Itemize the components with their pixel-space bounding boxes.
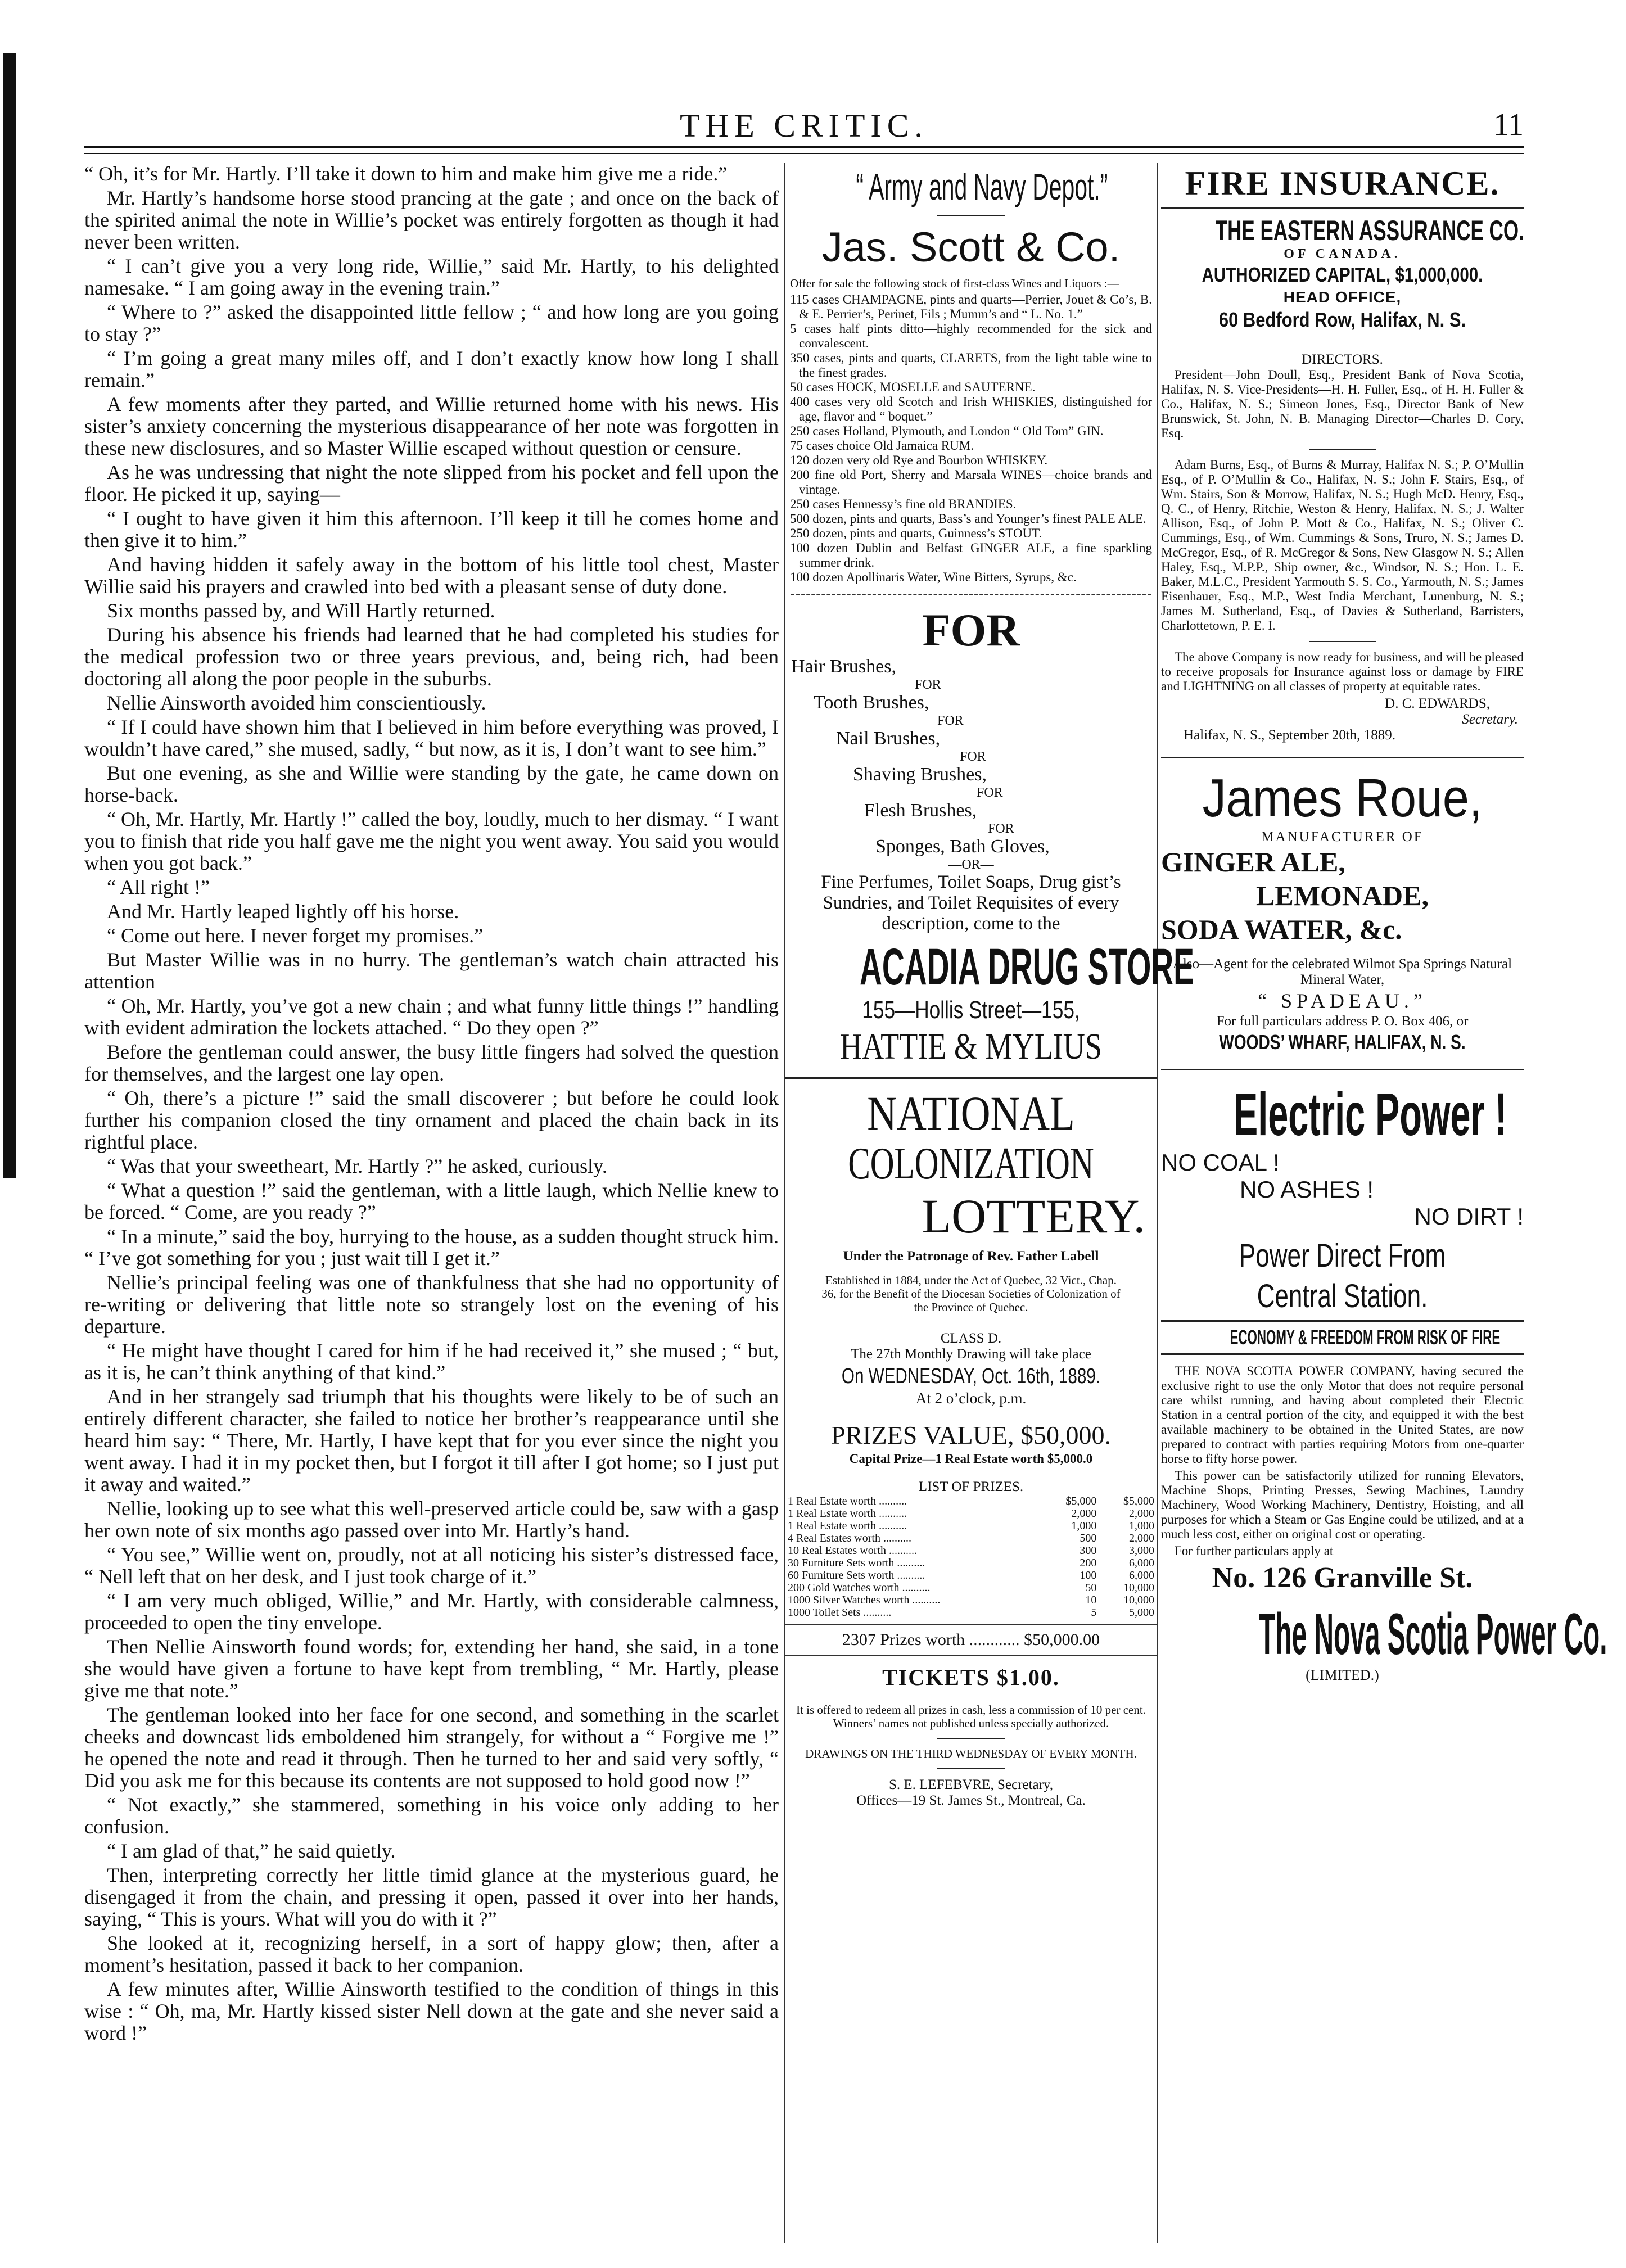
acadia-body: Fine Perfumes, Toilet Soaps, Drug gist’s Sundries, and Toilet Requisites of every description, come to the bbox=[821, 872, 1121, 934]
story-paragraph: “ He might have thought I cared for him if he had received it,” she mused ; “ but, as it is, he can’t think anything of that kind.” bbox=[84, 1339, 779, 1384]
prize-desc: 1 Real Estate worth .......... bbox=[788, 1495, 907, 1507]
story-paragraph: “ In a minute,” said the boy, hurrying to the house, as a sudden thought struck him. “ I’ve got something for you ; just wait till I get it.” bbox=[84, 1225, 779, 1269]
james-roue-ad bbox=[1161, 767, 1524, 1055]
prize-row bbox=[785, 1544, 1157, 1557]
army-navy-ad bbox=[785, 166, 1157, 585]
story-paragraph: “ Come out here. I never forget my promises.” bbox=[107, 924, 484, 947]
wine-list-item: 120 dozen very old Rye and Bourbon WHISKEY. bbox=[790, 453, 1048, 467]
prize-total: $5,000 bbox=[1123, 1495, 1154, 1507]
wine-list-item: 100 dozen Dublin and Belfast GINGER ALE, a fine sparkling summer drink. bbox=[790, 541, 1152, 570]
story-paragraph: “ Oh, it’s for Mr. Hartly. I’ll take it down to him and make him give me a ride.” bbox=[84, 162, 728, 185]
james-roue-name: James Roue, bbox=[1202, 768, 1483, 828]
story-paragraph: But Master Willie was in no hurry. The gentleman’s watch chain attracted his attention bbox=[84, 948, 779, 993]
acadia-drug-ad bbox=[785, 604, 1194, 1068]
jas-scott-name: Jas. Scott & Co. bbox=[821, 224, 1121, 270]
prize-desc: 1000 Toilet Sets .......... bbox=[788, 1606, 892, 1619]
story-column bbox=[84, 163, 779, 2243]
prize-each: 1,000 bbox=[1071, 1520, 1097, 1532]
lottery-established: Established in 1884, under the Act of Quebec, 32 Vict., Chap. 36, for the Benefit of the Diocesan Societies of Colonization of the Province of Quebec. bbox=[821, 1273, 1121, 1314]
story-paragraph: Nellie Ainsworth avoided him conscientiously. bbox=[107, 692, 486, 714]
story-paragraph: “ I ought to have given it him this afternoon. I’ll keep it till he comes home and then give it to him.” bbox=[84, 507, 779, 552]
story-paragraph: “ All right !” bbox=[107, 876, 210, 898]
wine-list-item: 350 cases, pints and quarts, CLARETS, from the light table wine to the finest grades. bbox=[790, 351, 1152, 379]
prize-row bbox=[785, 1532, 1157, 1544]
acadia-store-name: ACADIA DRUG STORE bbox=[860, 938, 1194, 996]
product-ginger-ale: GINGER ALE, bbox=[1161, 846, 1345, 878]
prize-each: 200 bbox=[1080, 1557, 1097, 1569]
story-paragraph: “ Oh, there’s a picture !” said the small discoverer ; but before he could look further his companion closed the tiny ornament and placed the chain back in its rightful place. bbox=[84, 1087, 779, 1153]
story-paragraph: During his absence his friends had learned that he had completed his studies for the medical profession two or three years previous, and, being rich, had been doctoring all along the poor people in the suburbs. bbox=[84, 624, 779, 690]
brush-item: Shaving Brushes, bbox=[853, 764, 987, 785]
wine-list bbox=[785, 292, 1157, 585]
head-office-label: HEAD OFFICE, bbox=[1283, 288, 1402, 306]
roue-particulars: For full particulars address P. O. Box 406, or bbox=[1216, 1014, 1469, 1029]
of-canada: OF CANADA. bbox=[1284, 247, 1401, 261]
woods-wharf: WOODS’ WHARF, HALIFAX, N. S. bbox=[1219, 1031, 1466, 1054]
electric-body: THE NOVA SCOTIA POWER COMPANY, having secured the exclusive right to use the only Motor that does not require personal care whilst running, and having about completed their Electric Station in a central portion of the city, and equipped it with the best available machinery to be obtained in the United States, are now prepared to contract with parties requiring Motors from one-quarter horse to fifty horse power. This power can be satisfactorily utilized for running Elevators, Machine Shops, Printing Presses, Sewing Machines, Laundry Machinery, Wood Working Machinery, Dentistry, Hoisting, and all purposes for which a Steam or Gas Engine could be utilized, and at a much less cost, either on original cost or operating. For further particulars apply at bbox=[1161, 1364, 1524, 1558]
wine-list-item: 75 cases choice Old Jamaica RUM. bbox=[790, 439, 974, 453]
prize-total: 1,000 bbox=[1129, 1520, 1154, 1532]
lottery-line1: NATIONAL bbox=[867, 1086, 1075, 1140]
story-paragraph: And having hidden it safely away in the bottom of his little tool chest, Master Willie said his prayers and crawled into bed with a pleasant sense of duty done. bbox=[84, 553, 779, 598]
no-dirt: NO DIRT ! bbox=[1414, 1203, 1524, 1230]
product-soda-water: SODA WATER, &c. bbox=[1161, 914, 1402, 945]
no-ashes: NO ASHES ! bbox=[1240, 1176, 1374, 1203]
prize-desc: 1 Real Estate worth .......... bbox=[788, 1520, 907, 1532]
wine-list-item: 250 cases Hennessy’s fine old BRANDIES. bbox=[790, 497, 1017, 511]
story-paragraph: As he was undressing that night the note slipped from his pocket and fell upon the floor. He picked it up, saying— bbox=[84, 461, 779, 505]
middle-ads-column bbox=[784, 163, 1194, 2243]
story-paragraph: Before the gentleman could answer, the busy little fingers had solved the question for themselves, and the largest one lay open. bbox=[84, 1041, 779, 1085]
fire-notice: The above Company is now ready for business, and will be pleased to receive proposals for Insurance against loss or damage by FIRE and LIGHTNING on all classes of property at equitable rates. bbox=[1161, 650, 1524, 693]
story-paragraph: The gentleman looked into her face for one second, and something in the scarlet cheeks and downcast lids emboldened him strangely, for without a “ Forgive me !” he opened the note and read it through. Then he turned to her and said very softly, “ Did you ask me for this because its contents are not supposed to hold good now !” bbox=[84, 1704, 779, 1792]
story-paragraph: “ If I could have shown him that I believed in him before everything was proved, I wouldn’t have cared,” she mused, sadly, “ but now, as it is, I don’t want to see him.” bbox=[84, 716, 779, 760]
wine-list-item: 400 cases very old Scotch and Irish WHISKIES, distinguished for age, flavor and “ boquet.” bbox=[790, 395, 1152, 423]
prizes-total: 2307 Prizes worth ............ $50,000.00 bbox=[842, 1630, 1100, 1649]
manufacturer-label: MANUFACTURER OF bbox=[1261, 829, 1424, 844]
story-paragraph: Nellie’s principal feeling was one of thankfulness that she had no opportunity of re-writing or delivering that little note so strangely lost on the evening of his departure. bbox=[84, 1271, 779, 1338]
limited-label: (LIMITED.) bbox=[1306, 1667, 1379, 1683]
lottery-drawing: The 27th Monthly Drawing will take place bbox=[851, 1347, 1091, 1362]
electric-power-title: Electric Power ! bbox=[1234, 1080, 1507, 1148]
granville-address: No. 126 Granville St. bbox=[1212, 1562, 1473, 1594]
story-paragraph: “ Oh, Mr. Hartly, Mr. Hartly !” called the boy, loudly, much to her dismay. “ I want you to finish that ride you half gave me the night you went away. You said you would when you got back.” bbox=[84, 808, 779, 874]
for-separator: FOR bbox=[977, 785, 1003, 800]
prize-each: 500 bbox=[1080, 1532, 1097, 1544]
story-paragraph: And in her strangely sad triumph that his thoughts were likely to be of such an entirely different character, she failed to notice her brother’s reappearance until she heard him say: “ There, Mr. Hartly, I have kept that for you ever since the night you went away. I had it in my pocket then, but I forgot it till after I got home; so I just put it away and waited.” bbox=[84, 1385, 779, 1496]
or-separator: —OR— bbox=[948, 857, 994, 872]
story-paragraph: Then Nellie Ainsworth found words; for, extending her hand, she said, in a tone she would have given a fortune to have kept from trembling, “ Mr. Hartly, please give me that note.” bbox=[84, 1636, 779, 1702]
prize-each: 10 bbox=[1085, 1594, 1097, 1606]
story-paragraph: Six months passed by, and Will Hartly returned. bbox=[107, 599, 495, 622]
further-particulars: For further particulars apply at bbox=[1175, 1544, 1334, 1558]
head-office-address: 60 Bedford Row, Halifax, N. S. bbox=[1218, 308, 1466, 331]
brush-item: Flesh Brushes, bbox=[864, 800, 977, 821]
lottery-ad bbox=[785, 1088, 1157, 1809]
spadeau-brand: “ SPADEAU.” bbox=[1258, 990, 1427, 1012]
acadia-owners: HATTIE & MYLIUS bbox=[839, 1026, 1102, 1067]
lottery-date: On WEDNESDAY, Oct. 16th, 1889. bbox=[841, 1365, 1101, 1388]
wine-intro: Offer for sale the following stock of first-class Wines and Liquors :— bbox=[790, 277, 1119, 290]
prize-total: 2,000 bbox=[1129, 1507, 1154, 1520]
lottery-patronage: Under the Patronage of Rev. Father Labell bbox=[843, 1249, 1099, 1264]
story-paragraph: A few moments after they parted, and Willie returned home with his news. His sister’s anxiety concerning the mysterious disappearance of her note was forgotten in these new disclosures, and so Master Willie escaped without question or censure. bbox=[84, 393, 779, 459]
fire-insurance-title: FIRE INSURANCE. bbox=[1185, 165, 1500, 202]
lottery-drawings-schedule: DRAWINGS ON THE THIRD WEDNESDAY OF EVERY MONTH. bbox=[805, 1747, 1137, 1760]
prize-row bbox=[785, 1582, 1157, 1594]
prize-total: 6,000 bbox=[1129, 1557, 1154, 1569]
wine-list-item: 5 cases half pints ditto—highly recommended for the sick and convalescent. bbox=[790, 322, 1152, 350]
prize-row bbox=[785, 1606, 1157, 1619]
story-paragraph: “ Oh, Mr. Hartly, you’ve got a new chain ; and what funny little things !” handling with evident admiration the lockets attached. “ Do they open ?” bbox=[84, 995, 779, 1039]
story-paragraph: “ I am very much obliged, Willie,” and Mr. Hartly, with considerable calmness, proceeded to open the tiny envelope. bbox=[84, 1589, 779, 1634]
nova-scotia-power-co: The Nova Scotia Power Co. bbox=[1259, 1602, 1607, 1667]
directors-text: Adam Burns, Esq., of Burns & Murray, Halifax N. S.; P. O’Mullin Esq., of P. O’Mullin & Co., Halifax, N. S.; John F. Stairs, Esq., of Wm. Stairs, Son & Morrow, Halifax, N. S.; Hugh McD. Henry, Esq., Q. C., of Henry, Ritchie, Weston & Henry, Halifax, N. S.; J. Walter Allison, Esq., of John P. Mott & Co., Halifax, N. S.; Oliver C. Cummings, Esq., of Wm. Cummings & Sons, Truro, N. S.; James D. McGregor, Esq., of R. McGregor & Sons, New Glasgow N. S.; Allen Haley, Esq., M.P.P., Ship owner, &c., Windsor, N. S.; Hon. L. E. Baker, M.L.C., President Yarmouth S. S. Co., Yarmouth, N. S.; James Eisenhauer, Esq., M.P., West India Merchant, Lunenburg, N. S.; James M. Sutherland, Esq., of Davies & Sutherland, Barristers, Charlottetown, P. E. I. bbox=[1161, 458, 1524, 632]
lottery-offices: Offices—19 St. James St., Montreal, Ca. bbox=[856, 1793, 1086, 1808]
lottery-time: At 2 o’clock, p.m. bbox=[915, 1390, 1027, 1407]
wine-list-item: 115 cases CHAMPAGNE, pints and quarts—Perrier, Jouet & Co’s, B. & E. Perrier’s, Perinet, Fils ; Mumm’s and “ L. No. 1.” bbox=[790, 292, 1152, 321]
prize-each: 5 bbox=[1091, 1606, 1097, 1619]
authorized-capital: AUTHORIZED CAPITAL, $1,000,000. bbox=[1202, 263, 1483, 286]
story-paragraph: “ I can’t give you a very long ride, Willie,” said Mr. Hartly, to his delighted namesake. “ I am going away in the evening train.” bbox=[84, 255, 779, 299]
prize-desc: 10 Real Estates worth .......... bbox=[788, 1544, 917, 1557]
for-separator: FOR bbox=[960, 749, 986, 764]
fire-dateline: Halifax, N. S., September 20th, 1889. bbox=[1184, 728, 1396, 743]
lottery-class: CLASS D. bbox=[940, 1331, 1002, 1346]
story-paragraph: Mr. Hartly’s handsome horse stood prancing at the gate ; and once on the back of the spirited animal the note in Willie’s pocket was entirely forgotten as though it had never been written. bbox=[84, 187, 779, 253]
prize-row bbox=[785, 1557, 1157, 1569]
header-rule bbox=[84, 146, 1524, 154]
prizes-value: PRIZES VALUE, $50,000. bbox=[831, 1421, 1111, 1449]
story-paragraph: “ You see,” Willie went on, proudly, not at all noticing his sister’s distressed face, “ Nell left that on her desk, and I just took charge of it.” bbox=[84, 1543, 779, 1588]
binding-edge bbox=[3, 53, 16, 1178]
story-paragraph: She looked at it, recognizing herself, in a sort of happy glow; then, after a moment’s hesitation, passed it back to her companion. bbox=[84, 1932, 779, 1976]
lottery-secretary: S. E. LEFEBVRE, Secretary, bbox=[888, 1777, 1054, 1792]
story-paragraph: “ I’m going a great many miles off, and I don’t exactly know how long I shall remain.” bbox=[84, 347, 779, 391]
wine-list-item: 200 fine old Port, Sherry and Marsala WINES—choice brands and vintage. bbox=[790, 468, 1152, 496]
prize-each: 50 bbox=[1085, 1582, 1097, 1594]
prize-desc: 200 Gold Watches worth .......... bbox=[788, 1582, 931, 1594]
directors-title: DIRECTORS. bbox=[1302, 352, 1383, 367]
prize-row bbox=[785, 1569, 1157, 1582]
page-number: 11 bbox=[1493, 107, 1524, 142]
prize-desc: 30 Furniture Sets worth .......... bbox=[788, 1557, 925, 1569]
prize-desc: 4 Real Estates worth .......... bbox=[788, 1532, 911, 1544]
capital-prize: Capital Prize—1 Real Estate worth $5,000.0 bbox=[849, 1452, 1093, 1466]
fire-insurance-ad bbox=[1161, 163, 1524, 743]
electric-power-ad bbox=[1161, 1079, 1607, 1683]
prize-row bbox=[785, 1520, 1157, 1532]
story-paragraph: Then, interpreting correctly her little timid glance at the mysterious guard, he disengaged it from the chain, and pressing it open, passed it over into her hands, saying, “ This is yours. What will you do with it ?” bbox=[84, 1864, 779, 1930]
prize-total: 10,000 bbox=[1123, 1582, 1154, 1594]
secretary-signature: D. C. EDWARDS, bbox=[1385, 696, 1490, 711]
roue-agent: Also—Agent for the celebrated Wilmot Spa Springs Natural Mineral Water, bbox=[1172, 956, 1512, 987]
lottery-note: It is offered to redeem all prizes in cash, less a commission of 10 per cent. Winners’ names not published unless specially authorized. bbox=[796, 1703, 1146, 1730]
wine-list-item: 250 cases Holland, Plymouth, and London “ Old Tom” GIN. bbox=[790, 424, 1104, 438]
acadia-address: 155—Hollis Street—155, bbox=[862, 996, 1080, 1024]
brush-list bbox=[785, 656, 1157, 857]
brush-item: Hair Brushes, bbox=[791, 656, 896, 677]
story-paragraph: “ Was that your sweetheart, Mr. Hartly ?” he asked, curiously. bbox=[107, 1155, 607, 1177]
story-paragraph: A few minutes after, Willie Ainsworth testified to the condition of things in this wise : “ Oh, ma, Mr. Hartly kissed sister Nell down at the gate and she never said a word !” bbox=[84, 1978, 779, 2044]
army-navy-title: “ Army and Navy Depot.” bbox=[856, 166, 1108, 207]
page-header bbox=[84, 107, 1524, 144]
brush-item: Nail Brushes, bbox=[836, 728, 941, 749]
prize-total: 5,000 bbox=[1129, 1606, 1154, 1619]
wine-list-item: 50 cases HOCK, MOSELLE and SAUTERNE. bbox=[790, 380, 1036, 394]
product-lemonade: LEMONADE, bbox=[1256, 880, 1429, 911]
list-of-prizes-title: LIST OF PRIZES. bbox=[918, 1479, 1024, 1494]
wine-list-item: 100 dozen Apollinaris Water, Wine Bitters, Syrups, &c. bbox=[790, 570, 1077, 584]
officers-text: President—John Doull, Esq., President Bank of Nova Scotia, Halifax, N. S. Vice-Presidents—H. H. Fuller, Esq., of H. H. Fuller & Co., Halifax, N. S.; Simeon Jones, Esq., Director Bank of New Brunswick, St. John, N. B. Managing Director—Charles D. Cory, Esq. bbox=[1161, 368, 1524, 440]
prize-total: 10,000 bbox=[1123, 1594, 1154, 1606]
wine-list-item: 500 dozen, pints and quarts, Bass’s and Younger’s finest PALE ALE. bbox=[790, 512, 1146, 526]
power-direct: Power Direct From bbox=[1239, 1237, 1446, 1274]
for-separator: FOR bbox=[988, 821, 1014, 836]
story-paragraph: But one evening, as she and Willie were standing by the gate, he came down on horse-back. bbox=[84, 762, 779, 806]
for-heading: FOR bbox=[922, 604, 1020, 656]
brush-item: Tooth Brushes, bbox=[814, 692, 929, 713]
prize-desc: 1000 Silver Watches worth .......... bbox=[788, 1594, 941, 1606]
wine-list-item: 250 dozen, pints and quarts, Guinness’s STOUT. bbox=[790, 526, 1042, 540]
for-separator: FOR bbox=[937, 713, 964, 728]
story-paragraph: And Mr. Hartly leaped lightly off his horse. bbox=[107, 900, 459, 923]
prize-each: 2,000 bbox=[1071, 1507, 1097, 1520]
prize-desc: 60 Furniture Sets worth .......... bbox=[788, 1569, 925, 1582]
prizes-table bbox=[785, 1495, 1157, 1619]
story-paragraph: Nellie, looking up to see what this well-preserved article could be, saw with a gasp her own note of six months ago passed over into Mr. Hartly’s hand. bbox=[84, 1497, 779, 1542]
running-title: THE CRITIC. bbox=[680, 107, 928, 144]
prize-total: 6,000 bbox=[1129, 1569, 1154, 1582]
no-coal: NO COAL ! bbox=[1161, 1149, 1280, 1176]
prize-each: 300 bbox=[1080, 1544, 1097, 1557]
story-paragraph: “ What a question !” said the gentleman, with a little laugh, which Nellie knew to be forced. “ Come, are you ready ?” bbox=[84, 1179, 779, 1223]
prize-row bbox=[785, 1495, 1157, 1507]
story-paragraph: “ I am glad of that,” he said quietly. bbox=[107, 1840, 396, 1862]
prize-total: 3,000 bbox=[1129, 1544, 1154, 1557]
eastern-assurance-name: THE EASTERN ASSURANCE CO. bbox=[1215, 215, 1524, 246]
prize-each: 100 bbox=[1080, 1569, 1097, 1582]
secretary-title: Secretary. bbox=[1462, 712, 1518, 727]
for-separator: FOR bbox=[915, 677, 941, 692]
directors-list bbox=[1161, 368, 1524, 633]
right-ads-column bbox=[1161, 163, 1607, 2243]
prize-row bbox=[785, 1507, 1157, 1520]
prize-total: 2,000 bbox=[1129, 1532, 1154, 1544]
central-station: Central Station. bbox=[1257, 1278, 1428, 1314]
economy-tagline: ECONOMY & FREEDOM FROM RISK OF FIRE bbox=[1230, 1326, 1501, 1349]
brush-item: Sponges, Bath Gloves, bbox=[875, 836, 1050, 857]
story-paragraph: “ Not exactly,” she stammered, something in his voice only adding to her confusion. bbox=[84, 1793, 779, 1838]
lottery-line3: LOTTERY. bbox=[922, 1189, 1145, 1243]
lottery-line2: COLONIZATION bbox=[848, 1139, 1094, 1189]
prize-row bbox=[785, 1594, 1157, 1606]
tickets-price: TICKETS $1.00. bbox=[882, 1665, 1060, 1690]
prize-each: $5,000 bbox=[1065, 1495, 1097, 1507]
prize-desc: 1 Real Estate worth .......... bbox=[788, 1507, 907, 1520]
story-paragraph: “ Where to ?” asked the disappointed little fellow ; “ and how long are you going to stay ?” bbox=[84, 301, 779, 345]
